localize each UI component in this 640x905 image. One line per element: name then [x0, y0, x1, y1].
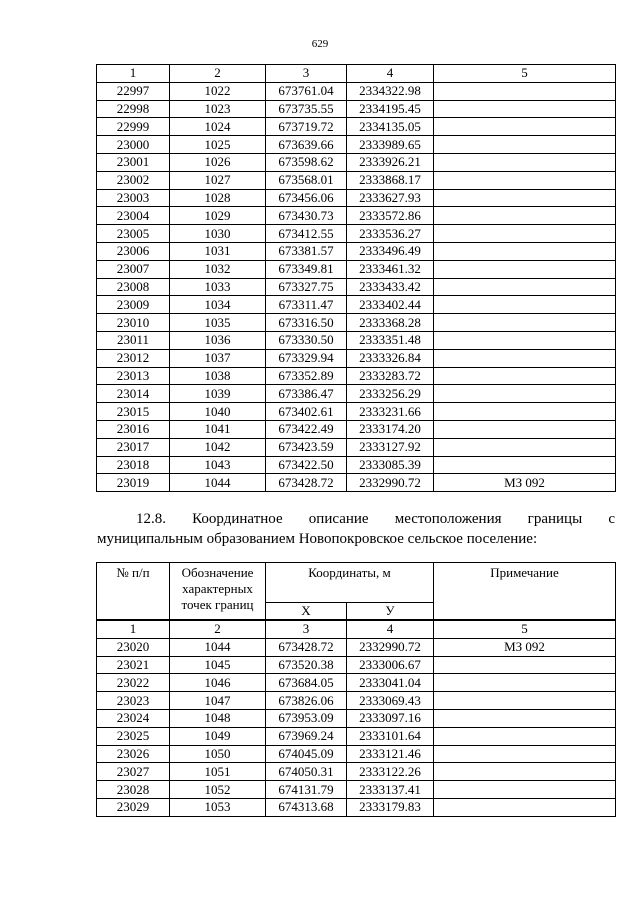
table-cell: 23025: [97, 727, 170, 745]
table-cell: 673402.61: [266, 403, 347, 421]
table-cell: 23019: [97, 474, 170, 492]
table-cell: 673428.72: [266, 638, 347, 656]
table-cell: [434, 709, 616, 727]
table-cell: [434, 438, 616, 456]
page-number: 629: [311, 38, 329, 50]
table-cell: 2333496.49: [347, 242, 434, 260]
table-cell: 674131.79: [266, 781, 347, 799]
table-cell: 673735.55: [266, 100, 347, 118]
table-row: [97, 296, 616, 314]
table-row: [97, 727, 616, 745]
section-word: Координатное: [192, 511, 283, 527]
table-cell: 2333326.84: [347, 349, 434, 367]
table-cell: [434, 456, 616, 474]
table-cell: 2332990.72: [347, 474, 434, 492]
table-cell: 1028: [170, 189, 266, 207]
table-row: [97, 709, 616, 727]
section-word: с: [608, 511, 615, 527]
table-cell: [434, 260, 616, 278]
table-row: [97, 692, 616, 710]
table-cell: 673327.75: [266, 278, 347, 296]
table-cell: [434, 385, 616, 403]
table-row: [97, 456, 616, 474]
table-cell: 22998: [97, 100, 170, 118]
table-cell: [434, 727, 616, 745]
table-cell: 2333433.42: [347, 278, 434, 296]
table-cell: 23015: [97, 403, 170, 421]
table-cell: 2333006.67: [347, 656, 434, 674]
table-cell: 1053: [170, 798, 266, 816]
table-cell: [434, 278, 616, 296]
table-cell: 23029: [97, 798, 170, 816]
table-cell: [434, 242, 616, 260]
table-cell: 1041: [170, 420, 266, 438]
table-cell: 3: [266, 620, 347, 638]
table-cell: 673639.66: [266, 136, 347, 154]
table-cell: 673568.01: [266, 171, 347, 189]
table-cell: 23002: [97, 171, 170, 189]
table-row: [97, 260, 616, 278]
header-num: № п/п: [97, 563, 170, 621]
table-cell: 2333069.43: [347, 692, 434, 710]
table-cell: 2333101.64: [347, 727, 434, 745]
table-cell: 673316.50: [266, 314, 347, 332]
table-cell: 2333989.65: [347, 136, 434, 154]
column-number-row: [97, 65, 616, 83]
table-cell: 2333368.28: [347, 314, 434, 332]
table-cell: 1036: [170, 331, 266, 349]
table-cell: 2333127.92: [347, 438, 434, 456]
table-cell: 1039: [170, 385, 266, 403]
table-cell: [434, 403, 616, 421]
table-cell: 673422.50: [266, 456, 347, 474]
table-cell: 673598.62: [266, 153, 347, 171]
table-cell: 2333868.17: [347, 171, 434, 189]
table-cell: 2333097.16: [347, 709, 434, 727]
table-cell: 1042: [170, 438, 266, 456]
table-row: [97, 82, 616, 100]
table-cell: 23011: [97, 331, 170, 349]
table-cell: 1051: [170, 763, 266, 781]
table-cell: 23003: [97, 189, 170, 207]
table-cell: [434, 225, 616, 243]
table-row: [97, 225, 616, 243]
table-cell: 2333402.44: [347, 296, 434, 314]
table-row: [97, 781, 616, 799]
table-row: [97, 349, 616, 367]
table-row: [97, 403, 616, 421]
table-cell: 1: [97, 65, 170, 83]
section-heading-line1: [97, 509, 615, 529]
table-cell: 673381.57: [266, 242, 347, 260]
table-row: [97, 674, 616, 692]
table-cell: 2333041.04: [347, 674, 434, 692]
table-cell: 673349.81: [266, 260, 347, 278]
table-cell: 1043: [170, 456, 266, 474]
table-cell: 5: [434, 65, 616, 83]
table-row: [97, 118, 616, 136]
table-cell: 2333121.46: [347, 745, 434, 763]
table-cell: 1044: [170, 638, 266, 656]
table-cell: [434, 189, 616, 207]
table-cell: 1038: [170, 367, 266, 385]
table-cell: 673330.50: [266, 331, 347, 349]
table-cell: 1040: [170, 403, 266, 421]
table-cell: 23009: [97, 296, 170, 314]
section-heading: [97, 509, 615, 549]
table-cell: 2334195.45: [347, 100, 434, 118]
table-cell: [434, 171, 616, 189]
table-row: [97, 136, 616, 154]
table-cell: 2333536.27: [347, 225, 434, 243]
table-cell: 2333283.72: [347, 367, 434, 385]
table-cell: 1031: [170, 242, 266, 260]
table-cell: [434, 420, 616, 438]
table-row: [97, 242, 616, 260]
table-cell: 23008: [97, 278, 170, 296]
table-row: [97, 314, 616, 332]
table-cell: 2334135.05: [347, 118, 434, 136]
table-cell: [434, 656, 616, 674]
table-cell: [434, 331, 616, 349]
table-row: [97, 189, 616, 207]
table-row: [97, 171, 616, 189]
table-row: [97, 763, 616, 781]
section-word: местоположения: [394, 511, 502, 527]
table-row: [97, 153, 616, 171]
table-cell: 673386.47: [266, 385, 347, 403]
table-cell: [434, 798, 616, 816]
table-cell: 673311.47: [266, 296, 347, 314]
table-row: [97, 367, 616, 385]
table-cell: 1046: [170, 674, 266, 692]
table-cell: 673761.04: [266, 82, 347, 100]
table-row: [97, 100, 616, 118]
table-cell: 674313.68: [266, 798, 347, 816]
table-cell: 1049: [170, 727, 266, 745]
table-cell: 2333461.32: [347, 260, 434, 278]
table-cell: [434, 118, 616, 136]
table-row: [97, 438, 616, 456]
table-cell: 673719.72: [266, 118, 347, 136]
table-cell: 2333179.83: [347, 798, 434, 816]
table-cell: 2333572.86: [347, 207, 434, 225]
table-cell: 673520.38: [266, 656, 347, 674]
table-cell: 1027: [170, 171, 266, 189]
table-cell: 23016: [97, 420, 170, 438]
table-cell: [434, 207, 616, 225]
table-cell: [434, 349, 616, 367]
table-cell: 23012: [97, 349, 170, 367]
table-cell: 673684.05: [266, 674, 347, 692]
table-cell: 2333231.66: [347, 403, 434, 421]
table-cell: 1034: [170, 296, 266, 314]
table-cell: 1045: [170, 656, 266, 674]
table-cell: 2333174.20: [347, 420, 434, 438]
table-cell: 23013: [97, 367, 170, 385]
table-cell: 2: [170, 620, 266, 638]
table-cell: 1047: [170, 692, 266, 710]
header-designation: Обозначение характерных точек границ: [170, 563, 266, 621]
table-cell: 2333256.29: [347, 385, 434, 403]
table-cell: 673826.06: [266, 692, 347, 710]
table-cell: [434, 367, 616, 385]
table-cell: 1048: [170, 709, 266, 727]
table-row: [97, 745, 616, 763]
table-cell: 4: [347, 65, 434, 83]
table-cell: 22997: [97, 82, 170, 100]
table-row: [97, 331, 616, 349]
table-row: [97, 656, 616, 674]
table-cell: 22999: [97, 118, 170, 136]
table-cell: МЗ 092: [434, 474, 616, 492]
table-cell: 674050.31: [266, 763, 347, 781]
table-cell: 23028: [97, 781, 170, 799]
table-cell: [434, 314, 616, 332]
table-cell: 23022: [97, 674, 170, 692]
table-cell: 23026: [97, 745, 170, 763]
table-cell: 1025: [170, 136, 266, 154]
table-cell: 23010: [97, 314, 170, 332]
table-cell: 673428.72: [266, 474, 347, 492]
table-cell: 1023: [170, 100, 266, 118]
table-cell: 1: [97, 620, 170, 638]
table-cell: 2334322.98: [347, 82, 434, 100]
table-cell: 1022: [170, 82, 266, 100]
table-row: [97, 474, 616, 492]
table-cell: 23027: [97, 763, 170, 781]
table-row: [97, 278, 616, 296]
table-cell: 23021: [97, 656, 170, 674]
column-number-row: [97, 620, 616, 638]
table-cell: [434, 100, 616, 118]
table-cell: 673412.55: [266, 225, 347, 243]
table-cell: 23017: [97, 438, 170, 456]
table-cell: 23007: [97, 260, 170, 278]
table-cell: 1029: [170, 207, 266, 225]
table-cell: [434, 692, 616, 710]
table-cell: 673352.89: [266, 367, 347, 385]
header-note: Примечание: [434, 563, 616, 621]
table-cell: 23014: [97, 385, 170, 403]
table-row: [97, 420, 616, 438]
table-cell: 1035: [170, 314, 266, 332]
table-cell: 1032: [170, 260, 266, 278]
table-cell: 23023: [97, 692, 170, 710]
table-cell: 673953.09: [266, 709, 347, 727]
table-cell: [434, 296, 616, 314]
table-cell: 2333137.41: [347, 781, 434, 799]
table-cell: 1024: [170, 118, 266, 136]
table-cell: [434, 781, 616, 799]
table-cell: 23024: [97, 709, 170, 727]
table-cell: 5: [434, 620, 616, 638]
table-cell: 1030: [170, 225, 266, 243]
table-cell: 2333926.21: [347, 153, 434, 171]
table-cell: 23000: [97, 136, 170, 154]
section-word: описание: [308, 511, 369, 527]
table-cell: 1026: [170, 153, 266, 171]
coordinates-table: [96, 562, 616, 817]
table-cell: [434, 153, 616, 171]
header-y: У: [347, 602, 434, 620]
coordinates-table-continued: [96, 64, 616, 492]
table-cell: 2332990.72: [347, 638, 434, 656]
table-cell: 2333351.48: [347, 331, 434, 349]
table-cell: 673456.06: [266, 189, 347, 207]
header-x: Х: [266, 602, 347, 620]
table-cell: 2333122.26: [347, 763, 434, 781]
table-cell: 673423.59: [266, 438, 347, 456]
table-cell: 673329.94: [266, 349, 347, 367]
table-cell: 674045.09: [266, 745, 347, 763]
table-cell: 673430.73: [266, 207, 347, 225]
table-cell: [434, 674, 616, 692]
header-coordinates: Координаты, м: [266, 563, 434, 603]
table-cell: 673969.24: [266, 727, 347, 745]
table-cell: 2333085.39: [347, 456, 434, 474]
table-cell: 23018: [97, 456, 170, 474]
table-cell: 3: [266, 65, 347, 83]
table-cell: МЗ 092: [434, 638, 616, 656]
table-cell: 1052: [170, 781, 266, 799]
table-cell: [434, 136, 616, 154]
table-cell: 23006: [97, 242, 170, 260]
table-cell: 1044: [170, 474, 266, 492]
table-cell: 23001: [97, 153, 170, 171]
section-word: границы: [527, 511, 583, 527]
table-cell: 23005: [97, 225, 170, 243]
table-cell: 4: [347, 620, 434, 638]
table-cell: 1050: [170, 745, 266, 763]
table-cell: 1037: [170, 349, 266, 367]
table-row: [97, 207, 616, 225]
table-cell: [434, 763, 616, 781]
table-row: [97, 638, 616, 656]
section-heading-line2: муниципальным образованием Новопокровское сельское поселение:: [97, 531, 538, 547]
table-cell: [434, 745, 616, 763]
table-cell: 673422.49: [266, 420, 347, 438]
table-cell: 23004: [97, 207, 170, 225]
table-cell: 1033: [170, 278, 266, 296]
table-row: [97, 385, 616, 403]
section-number: 12.8.: [136, 511, 166, 527]
table-row: [97, 798, 616, 816]
table-cell: 2333627.93: [347, 189, 434, 207]
table-cell: 2: [170, 65, 266, 83]
table-cell: 23020: [97, 638, 170, 656]
table-cell: [434, 82, 616, 100]
